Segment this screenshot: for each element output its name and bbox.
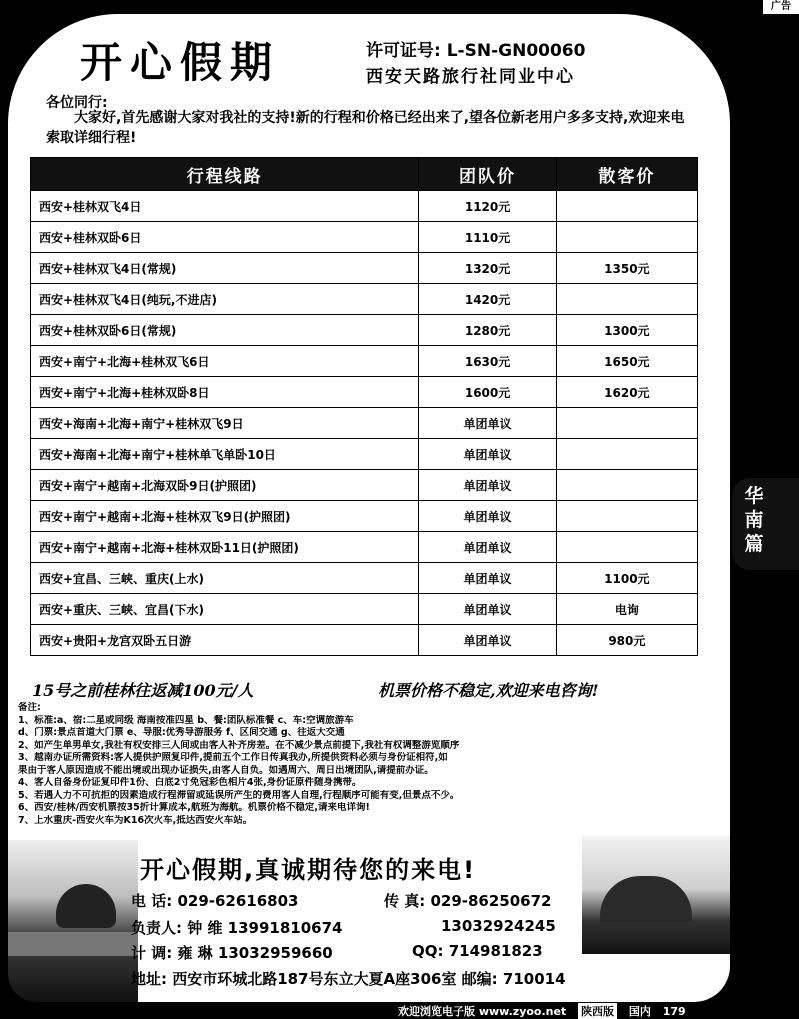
office-address: 地址: 西安市环城北路187号东立大夏A座306室 邮编: 710014: [131, 970, 566, 988]
page-number: 179: [662, 1005, 686, 1018]
table-row: [31, 253, 698, 284]
remark-line: 2、如产生单男单女,我社有权安排三人间或由客人补齐房差。在不减少景点前提下,我社有权调整游览顺序: [18, 739, 460, 751]
remark-line: 6、西安/桂林/西安机票按35折计算成本,航班为海航。机票价格不稳定,请来电详询!: [18, 802, 370, 813]
route-cell: 西安+南宁+越南+北海+桂林双卧11日(护照团): [31, 532, 419, 563]
remark-line: 4、客人自备身份证复印件1份、白底2寸免冠彩色相片4张,身份证原件随身携带。: [18, 777, 362, 788]
river-shape: [8, 932, 138, 956]
landscape-photo-left: [8, 840, 138, 1002]
individual-price-cell: [556, 222, 697, 253]
individual-price-cell: 1350元: [556, 253, 697, 284]
individual-price-cell: [556, 191, 697, 222]
footer-section: 国内: [628, 1005, 651, 1018]
promo-discount: 15号之前桂林往返减100元/人: [32, 681, 254, 700]
group-price-cell: 单团单议: [419, 408, 556, 439]
landscape-photo-right: [582, 836, 730, 954]
route-cell: 西安+南宁+北海+桂林双飞6日: [31, 346, 419, 377]
table-row: [31, 346, 698, 377]
group-price-cell: 单团单议: [419, 594, 556, 625]
table-row: [31, 470, 698, 501]
route-cell: 西安+桂林双卧6日: [31, 222, 419, 253]
group-price-cell: 单团单议: [419, 625, 556, 656]
phone-number: 电 话: 029-62616803: [131, 892, 299, 910]
manager-phone-2: 13032924245: [441, 917, 556, 935]
footer-website: 欢迎浏览电子版 www.zyoo.net: [398, 1005, 567, 1018]
group-price-cell: 单团单议: [419, 501, 556, 532]
coordinator-contact: 计 调: 雍 琳 13032959660: [131, 944, 333, 962]
table-row: [31, 222, 698, 253]
intro-text: 大家好,首先感谢大家对我社的支持!新的行程和价格已经出来了,望各位新老用户多多支持,欢迎来电索取详细行程!: [46, 110, 685, 146]
remark-line: 备注:: [18, 702, 41, 713]
group-price-cell: 1630元: [419, 346, 556, 377]
route-cell: 西安+贵阳+龙宫双卧五日游: [31, 625, 419, 656]
section-tab: [732, 478, 799, 570]
individual-price-cell: [556, 501, 697, 532]
group-price-cell: 1320元: [419, 253, 556, 284]
route-cell: 西安+海南+北海+南宁+桂林双飞9日: [31, 408, 419, 439]
license-number: 许可证号: L-SN-GN00060: [366, 41, 586, 61]
individual-price-cell: 电询: [556, 594, 697, 625]
agency-name: 西安天路旅行社同业中心: [366, 67, 575, 87]
header-group-price: 团队价: [419, 158, 556, 191]
remark-line: 7、上水重庆-西安火车为K16次火车,抵达西安火车站。: [18, 814, 253, 826]
individual-price-cell: [556, 470, 697, 501]
qq-number: QQ: 714981823: [412, 942, 543, 960]
remark-line: 5、若遇人力不可抗拒的因素造成行程滞留或延误所产生的费用客人自理,行程顺序可能有变,但景点不少。: [18, 789, 460, 801]
individual-price-cell: [556, 408, 697, 439]
group-price-cell: 1120元: [419, 191, 556, 222]
table-row: [31, 563, 698, 594]
group-price-cell: 1420元: [419, 284, 556, 315]
table-row: [31, 594, 698, 625]
table-row: [31, 284, 698, 315]
group-price-cell: 1600元: [419, 377, 556, 408]
route-cell: 西安+桂林双飞4日(常规): [31, 253, 419, 284]
individual-price-cell: [556, 532, 697, 563]
group-price-cell: 单团单议: [419, 439, 556, 470]
table-row: [31, 625, 698, 656]
remark-line: 1、标准:a、宿:二星或同级 海南按准四星 b、餐:团队标准餐 c、车:空调旅游车: [18, 714, 354, 726]
route-cell: 西安+桂林双卧6日(常规): [31, 315, 419, 346]
individual-price-cell: [556, 439, 697, 470]
ad-tag: 广告: [763, 0, 799, 14]
table-header-row: [31, 158, 698, 191]
remark-line: 果由于客人原因造成不能出境或出现办证损失,由客人自负。如遇周六、周日出境团队,请提前办证。: [18, 764, 434, 776]
fax-number: 传 真: 029-86250672: [384, 892, 552, 910]
table-row: [31, 408, 698, 439]
table-row: [31, 315, 698, 346]
group-price-cell: 1280元: [419, 315, 556, 346]
header-individual-price: 散客价: [556, 158, 697, 191]
group-price-cell: 单团单议: [419, 532, 556, 563]
table-row: [31, 439, 698, 470]
table-row: [31, 191, 698, 222]
individual-price-cell: [556, 284, 697, 315]
remark-line: d、门票:景点首道大门票 e、导服:优秀导游服务 f、区间交通 g、往返大交通: [18, 727, 345, 738]
table-row: [31, 501, 698, 532]
slogan: 开心假期,真诚期待您的来电!: [140, 856, 477, 884]
karst-hill-shape: [600, 876, 692, 922]
individual-price-cell: 1300元: [556, 315, 697, 346]
route-cell: 西安+南宁+越南+北海+桂林双飞9日(护照团): [31, 501, 419, 532]
route-cell: 西安+南宁+越南+北海双卧9日(护照团): [31, 470, 419, 501]
group-price-cell: 单团单议: [419, 563, 556, 594]
route-cell: 西安+桂林双飞4日: [31, 191, 419, 222]
table-row: [31, 532, 698, 563]
brand-title: 开心假期: [80, 38, 281, 87]
section-tab-label: 华南篇: [744, 485, 764, 555]
route-cell: 西安+重庆、三峡、宜昌(下水): [31, 594, 419, 625]
route-cell: 西安+宜昌、三峡、重庆(上水): [31, 563, 419, 594]
greeting: 各位同行:: [46, 95, 108, 111]
edition-badge: 陕西版: [578, 1003, 617, 1019]
group-price-cell: 1110元: [419, 222, 556, 253]
karst-hill-shape: [56, 884, 116, 928]
individual-price-cell: 1650元: [556, 346, 697, 377]
remarks-block: [18, 702, 698, 827]
individual-price-cell: 1100元: [556, 563, 697, 594]
route-cell: 西安+桂林双飞4日(纯玩,不进店): [31, 284, 419, 315]
individual-price-cell: 980元: [556, 625, 697, 656]
promo-airfare-note: 机票价格不稳定,欢迎来电咨询!: [378, 681, 599, 700]
manager-contact: 负责人: 钟 维 13991810674: [131, 919, 343, 937]
individual-price-cell: 1620元: [556, 377, 697, 408]
route-cell: 西安+海南+北海+南宁+桂林单飞单卧10日: [31, 439, 419, 470]
table-row: [31, 377, 698, 408]
route-cell: 西安+南宁+北海+桂林双卧8日: [31, 377, 419, 408]
header-route: 行程线路: [31, 158, 419, 191]
remark-line: 3、越南办证所需资料:客人提供护照复印件,提前五个工作日传真我办,所提供资料必须与身份证相符,如: [18, 752, 448, 763]
group-price-cell: 单团单议: [419, 470, 556, 501]
price-table: [30, 157, 698, 656]
